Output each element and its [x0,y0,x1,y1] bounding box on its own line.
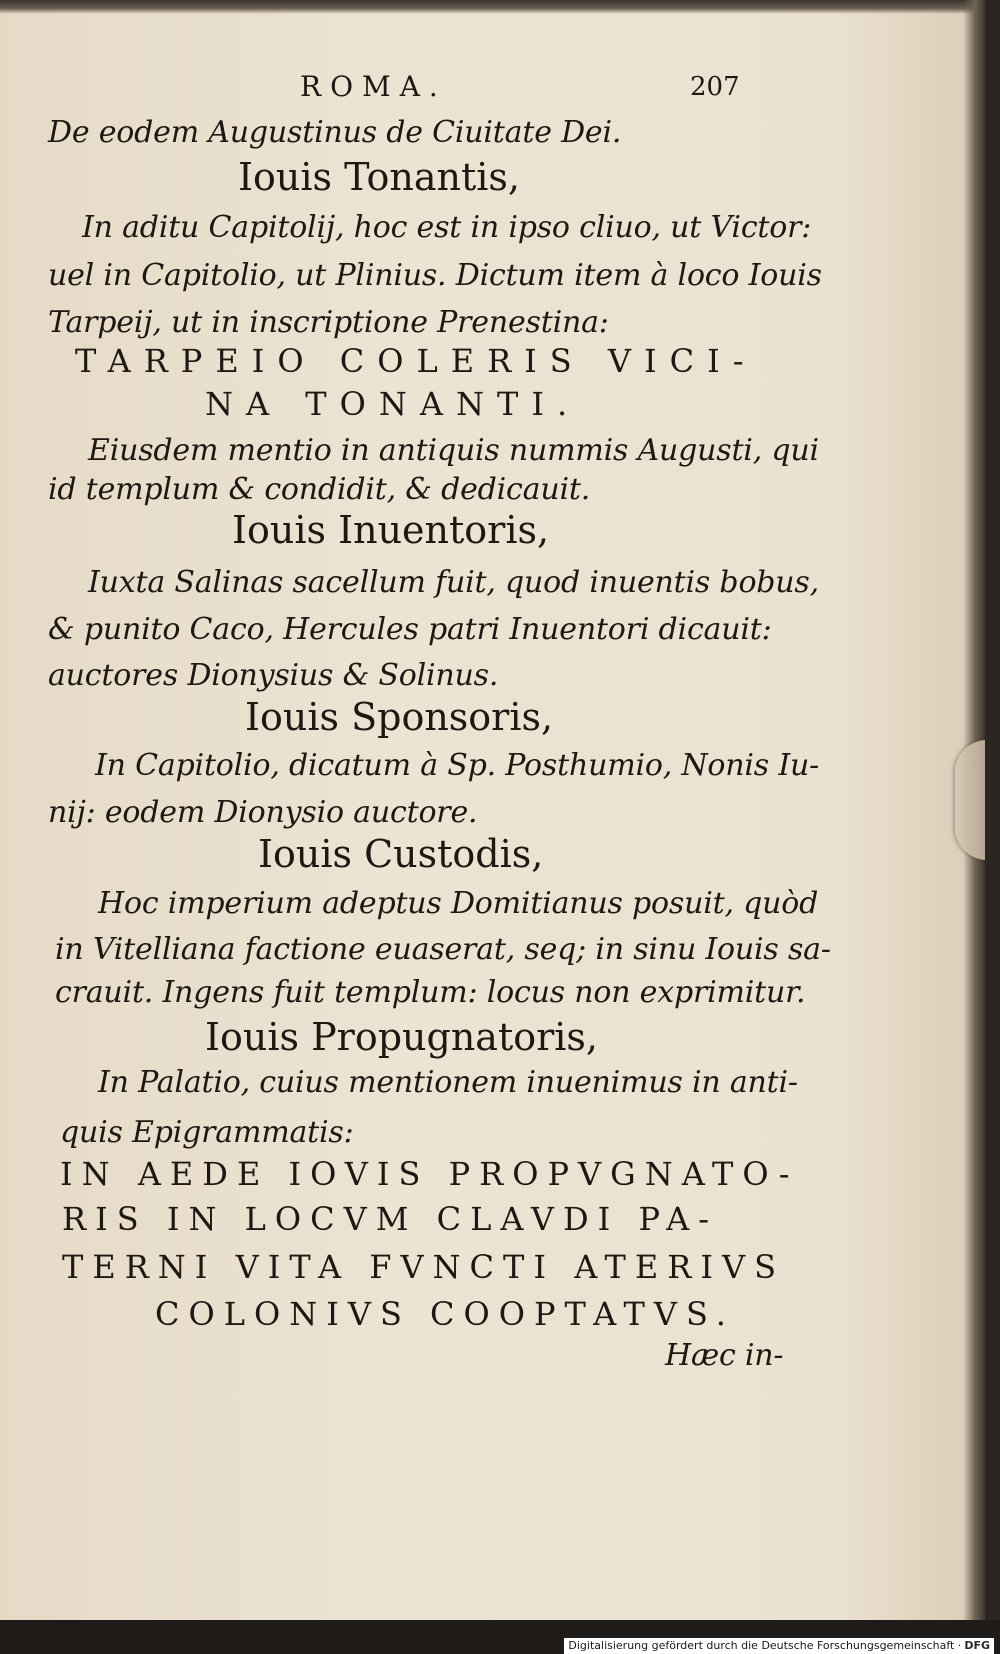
text-line: id templum & condidit, & dedicauit. [48,472,591,507]
folio-number: 207 [690,72,740,102]
section-heading: Iouis Tonantis, [238,155,520,199]
text-line: & punito Caco, Hercules patri Inuentori dicauit: [48,612,772,647]
running-head: ROMA. [300,70,447,103]
credit-text: Digitalisierung gefördert durch die Deutsche Forschungsgemeinschaft · [568,1639,962,1652]
text-line: Hoc imperium adeptus Domitianus posuit, quòd [98,886,819,921]
text-line: De eodem Augustinus de Ciuitate Dei. [48,115,622,150]
inscription-line: NA TONANTI. [205,385,581,423]
text-line: crauit. Ingens fuit templum: locus non exprimitur. [55,975,806,1010]
catchword: Hæc in- [665,1338,784,1373]
page-top-edge [0,0,985,14]
text-line: In Capitolio, dicatum à Sp. Posthumio, Nonis Iu- [95,748,820,783]
text-line: quis Epigrammatis: [60,1115,354,1150]
inscription-line: COLONIVS COOPTATVS. [155,1295,735,1333]
text-line: uel in Capitolio, ut Plinius. Dictum item à loco Iouis [48,258,822,293]
text-line: auctores Dionysius & Solinus. [48,658,499,693]
text-line: Tarpeij, ut in inscriptione Prenestina: [48,305,609,340]
inscription-line: IN AEDE IOVIS PROPVGNATO- [60,1155,799,1193]
text-line: Iuxta Salinas sacellum fuit, quod inuentis bobus, [88,565,819,600]
section-heading: Iouis Propugnatoris, [205,1015,599,1059]
page-tab-marker [955,740,985,860]
inscription-line: RIS IN LOCVM CLAVDI PA- [62,1200,718,1238]
section-heading: Iouis Custodis, [258,832,544,876]
text-line: In aditu Capitolij, hoc est in ipso cliuo, ut Victor: [82,210,812,245]
inscription-line: TERNI VITA FVNCTI ATERIVS [62,1248,786,1286]
text-line: in Vitelliana factione euaserat, seq; in sinu Iouis sa- [55,932,831,967]
dfg-logo: DFG [964,1639,990,1652]
inscription-line: TARPEIO COLERIS VICI- [75,342,757,380]
section-heading: Iouis Sponsoris, [245,695,554,739]
text-line: Eiusdem mentio in antiquis nummis Augusti, qui [88,433,819,468]
text-line: nij: eodem Dionysio auctore. [48,795,478,830]
text-line: In Palatio, cuius mentionem inuenimus in anti- [98,1065,798,1100]
digitization-credit [564,1638,994,1654]
section-heading: Iouis Inuentoris, [232,508,550,552]
